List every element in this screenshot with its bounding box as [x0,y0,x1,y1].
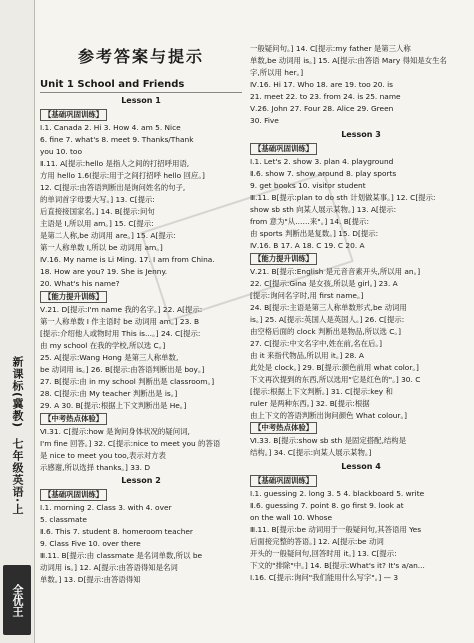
answer-line: 27. C[提示:中文名字中,姓在前,名在后。] [250,338,382,348]
answer-line: 后面接完整的答语。] 12. A[提示:be 动词 [250,537,384,547]
side-strip [0,0,35,643]
answer-line: 第一人称单数 I,所以 be 动词用 am。] [40,242,163,252]
answer-line: I'm fine 回答。] 32. C[提示:nice to meet you 的答语 [40,438,221,448]
answer-line: 由 my school 在我的学校,所以选 C。] [40,340,166,350]
section-row [40,290,242,304]
answer-line: Ⅲ.11. B[提示:由 classmate 是名词单数,所以 be [40,551,203,561]
answer-line: 是第二人称,be 动词用 are。] 15. A[提示: [40,230,176,240]
answer-line: 单数。] 13. D[提示:由答语得知 [40,575,141,585]
section-row [40,488,242,502]
answer-line: Ⅰ.16. C[提示:询问"我们能用什么写字"。] — 3 [250,573,399,583]
answer-line: 28. C[提示:由 My teacher 判断出是 is。] [40,388,178,398]
answer-line: Ⅵ.33. B[提示:show sb sth 是固定搭配,结构是 [250,436,407,446]
answer-line: be 动词用 is。] 26. B[提示:由答语判断出是 boy。] [40,364,205,374]
section-heading: 【基础巩固训练】 [40,489,107,501]
grade-label: 七年级英语·上 [11,438,24,516]
answer-line: 29. A 30. B[提示:根据上下文判断出是 He。] [40,400,187,410]
answer-line: 由上下文的答语判断出询问颜色 What colour。] [250,410,408,420]
answer-line: 示感谢,所以选择 thanks。] 33. D [40,462,151,472]
section-heading: 【基础巩固训练】 [40,109,107,121]
answer-line: Ⅴ.21. B[提示:English 是元音音素开头,所以用 an。] [250,266,421,276]
answer-line: on the wall 10. Whose [250,513,333,523]
answer-line: 6. fine 7. what's 8. meet 9. Thanks/Thank [40,134,194,144]
lesson-heading: Lesson 1 [121,96,161,105]
answer-line: 后直接接国家名。] 14. B[提示:问句 [40,206,155,216]
left-column [40,78,242,586]
edition-label: 新课标(冀教) [11,356,24,429]
answer-line: 下文的"排除"中。] 14. B[提示:What's it? It's a/an... [250,561,425,571]
page-title: 参考答案与提示 [77,47,204,66]
answer-line: Ⅴ.26. John 27. Four 28. Alice 29. Green [250,103,394,113]
answer-line: Ⅵ.31. C[提示:how 是询问身体状况的疑问词, [40,426,190,436]
answer-line: is。] 25. A[提示:英国人是英国人。] 26. C[提示: [250,314,405,324]
section-row [250,421,472,435]
section-row [250,474,472,488]
answer-line: Ⅳ.16. My name is Li Ming. 17. I am from China. [40,254,215,264]
answer-line: ruler 是两种东西。] 32. B[提示:根据 [250,398,370,408]
answer-line: Ⅳ.16. Hi 17. Who 18. are 19. too 20. is [250,79,394,89]
answer-line: 此处是 clock。] 29. B[提示:颜色前用 what color。] [250,362,419,372]
lesson-heading: Lesson 4 [341,462,381,472]
answer-line: show sb sth 向某人展示某物。] 13. A[提示: [250,204,397,214]
answer-line: 是 nice to meet you too,表示对方表 [40,450,166,460]
answer-line: 开头的一般疑问句,回答时用 it。] 13. C[提示: [250,549,397,559]
answer-line: 结构。] 34. C[提示:向某人展示某物。] [250,448,372,458]
answer-line: 12. C[提示:由答语判断出是询问姓名的句子, [40,182,186,192]
section-row [40,108,242,122]
answer-line: 21. meet 22. to 23. from 24. is 25. name [250,91,401,101]
lesson-heading: Lesson 3 [341,129,381,139]
answer-line: Ⅲ.11. B[提示:plan to do sth 计划做某事。] 12. C[提示: [250,192,436,202]
answer-line: Ⅱ.11. A[提示:hello 是指人之间的打招呼用语, [40,158,190,168]
answer-line: 的单词首字母要大写。] 13. C[提示: [40,194,155,204]
answer-line: 30. Five [250,115,279,125]
answer-line: 第一人称单数 I 作主语时 be 动词用 am。] 23. B [40,316,200,326]
answer-line: 20. What's his name? [40,278,120,288]
answer-line: Ⅰ.1. Let's 2. show 3. plan 4. playground [250,156,394,166]
section-heading: 【能力提升训练】 [250,253,317,265]
answer-line: [提示:根据上下文判断。] 31. C[提示:key 和 [250,386,393,396]
answer-line: 主语是 I,所以用 am。] 15. C[提示: [40,218,154,228]
answer-line: Ⅴ.21. D[提示:I'm name 我的名字。] 22. A[提示: [40,304,203,314]
answer-line: 27. B[提示:由 in my school 判断出是 classroom。] [40,376,215,386]
answer-line: 18. How are you? 19. She is Jenny. [40,266,168,276]
answer-line: 22. C[提示:Gina 是女孩,所以是 girl。] 23. A [250,278,398,288]
section-heading: 【能力提升训练】 [40,291,107,303]
lesson-heading: Lesson 2 [121,476,161,486]
answer-line: Ⅳ.16. B 17. A 18. C 19. C 20. A [250,240,365,250]
section-heading: 【基础巩固训练】 [250,143,317,155]
answer-line: 9. get books 10. visitor student [250,180,366,190]
unit-heading: Unit 1 School and Friends [40,78,242,93]
answer-line: you 10. too [40,146,82,156]
book-logo: 全优王 [3,565,31,635]
answer-line: Ⅰ.1. guessing 2. long 3. 5 4. blackboard 5. write [250,489,425,499]
answer-line: 动词用 is。] 12. A[提示:由答语得知是名词 [40,563,178,573]
answer-line: 由 sports 判断出是复数。] 15. D[提示: [250,228,379,238]
right-column [250,43,472,584]
section-row [250,252,472,266]
section-row [250,142,472,156]
answer-line: Ⅱ.6. This 7. student 8. homeroom teacher [40,527,193,537]
answer-line: [提示:介绍他人或物时用 This is...。] 24. C[提示: [40,328,201,338]
answer-line: 一般疑问句。] 14. C[提示:my father 是第三人称 [250,44,411,53]
answer-line: 9. Class Five 10. over there [40,539,141,549]
answer-line: Ⅰ.1. Canada 2. Hi 3. How 4. am 5. Nice [40,122,181,132]
answer-line: 25. A[提示:Wang Hong 是第三人称单数, [40,352,179,362]
section-heading: 【中考热点体验】 [40,413,107,425]
answer-line: 5. classmate [40,515,87,525]
answer-line: 24. B[提示:主语是第三人称单数形式,be 动词用 [250,302,407,312]
answer-line: Ⅰ.1. morning 2. Class 3. with 4. over [40,503,172,513]
answer-line: 下文再次提到的东西,所以选用"它是红色的"。] 30. C [250,374,421,384]
answer-line: from 意为"从……来"。] 14. B[提示: [250,216,369,226]
section-heading: 【基础巩固训练】 [250,475,317,487]
answer-line: 字,所以用 her。] [250,67,304,77]
answer-line: [提示:询问名字时,用 first name。] [250,290,364,300]
answer-line: 由 it 来指代物品,所以用 it。] 28. A [250,350,364,360]
section-row [40,412,242,426]
answer-line: 方用 hello 1.6(提示:用于之间打招呼 hello 回应。] [40,170,205,180]
answer-line: Ⅱ.6. guessing 7. point 8. go first 9. look at [250,501,404,511]
answer-line: Ⅱ.6. show 7. show around 8. play sports [250,168,397,178]
answer-line: 单数,be 动词用 is。] 15. A[提示:由答语 Mary 得知是女生名 [250,55,447,65]
section-heading: 【中考热点体验】 [250,422,317,434]
answer-line: 由空格后面的 clock 判断出是物品,所以选 C。] [250,326,401,336]
answer-line: Ⅲ.11. B[提示:be 动词用于一般疑问句,其答语用 Yes [250,525,422,535]
